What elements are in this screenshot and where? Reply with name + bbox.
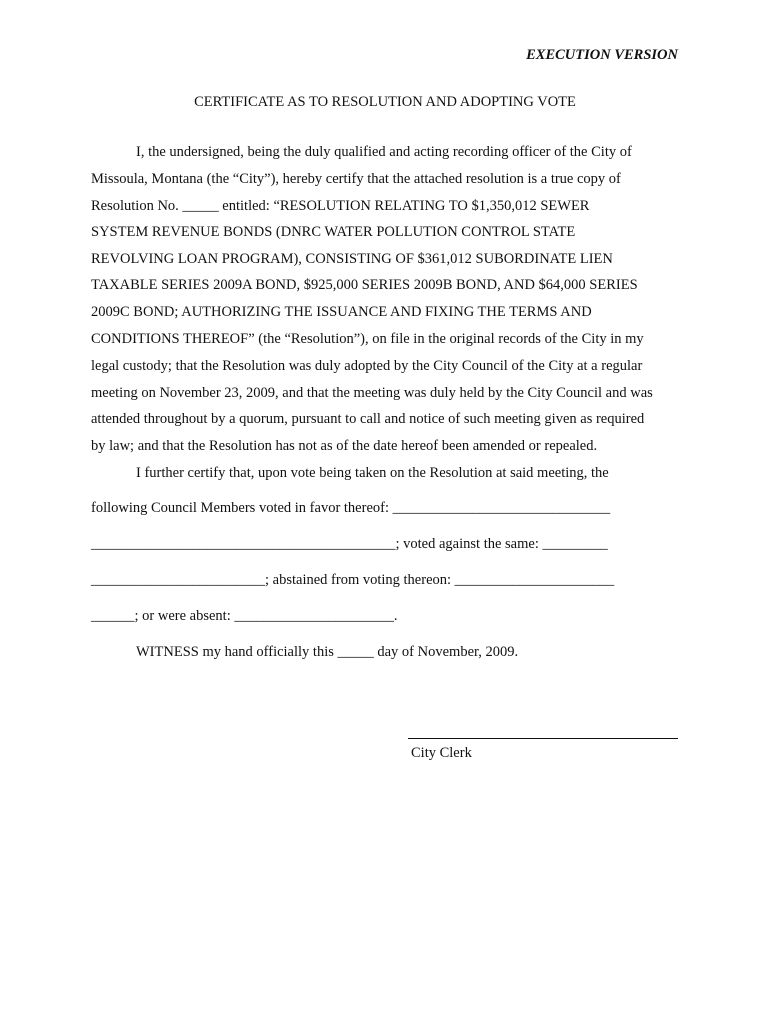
- body-line: CONDITIONS THEREOF” (the “Resolution”), on file in the original records of the City in my: [91, 331, 644, 347]
- body-line: Resolution No. _____ entitled: “RESOLUTION RELATING TO $1,350,012 SEWER: [91, 198, 590, 214]
- body-line: meeting on November 23, 2009, and that the meeting was duly held by the City Council and was: [91, 385, 653, 401]
- body-line: TAXABLE SERIES 2009A BOND, $925,000 SERIES 2009B BOND, AND $64,000 SERIES: [91, 277, 638, 293]
- vote-in-favor-line: following Council Members voted in favor thereof: ______________________________: [91, 500, 611, 516]
- signature-label: City Clerk: [411, 745, 472, 761]
- execution-version-label: EXECUTION VERSION: [526, 47, 678, 63]
- vote-against-line: __________________________________________; voted against the same: _________: [91, 536, 608, 552]
- document-title: CERTIFICATE AS TO RESOLUTION AND ADOPTING VOTE: [194, 94, 576, 110]
- body-line: by law; and that the Resolution has not as of the date hereof been amended or repealed.: [91, 438, 598, 454]
- body-line: SYSTEM REVENUE BONDS (DNRC WATER POLLUTION CONTROL STATE: [91, 224, 576, 240]
- body-line: I, the undersigned, being the duly qualified and acting recording officer of the City of: [136, 144, 632, 160]
- body-line: attended throughout by a quorum, pursuant to call and notice of such meeting given as required: [91, 411, 645, 427]
- signature-line: [408, 738, 678, 739]
- witness-line: WITNESS my hand officially this _____ day of November, 2009.: [136, 644, 519, 660]
- body-line: REVOLVING LOAN PROGRAM), CONSISTING OF $361,012 SUBORDINATE LIEN: [91, 251, 613, 267]
- body-line: Missoula, Montana (the “City”), hereby certify that the attached resolution is a true copy of: [91, 171, 621, 187]
- body-line: 2009C BOND; AUTHORIZING THE ISSUANCE AND FIXING THE TERMS AND: [91, 304, 592, 320]
- vote-absent-line: ______; or were absent: ______________________.: [91, 608, 398, 624]
- body-line: legal custody; that the Resolution was duly adopted by the City Council of the City at a regular: [91, 358, 643, 374]
- body-line: I further certify that, upon vote being taken on the Resolution at said meeting, the: [136, 465, 609, 481]
- vote-abstained-line: ________________________; abstained from voting thereon: ______________________: [91, 572, 615, 588]
